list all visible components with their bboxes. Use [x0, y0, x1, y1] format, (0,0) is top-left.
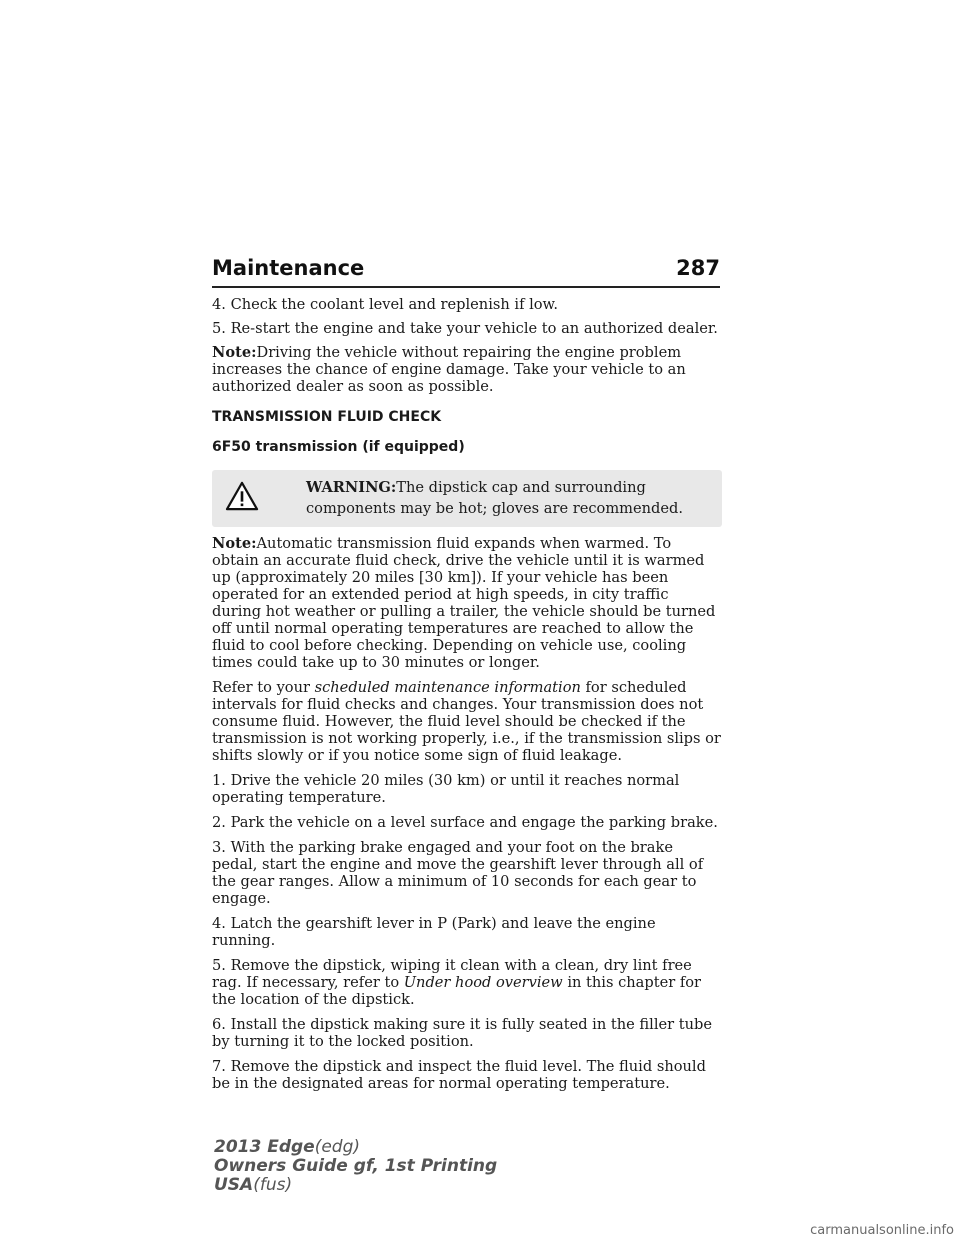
step-5: [212, 957, 722, 1008]
footer-line-3: [214, 1176, 497, 1195]
warning-label: WARNING:: [306, 479, 397, 496]
footer-model-code: (edg): [314, 1137, 361, 1157]
section-title: Maintenance: [212, 256, 365, 280]
step-5-restart: 5. Re-start the engine and take your vehicle to an authorized dealer.: [212, 320, 718, 337]
page-content: [212, 296, 722, 1100]
document-footer: [214, 1138, 497, 1195]
step-4: 4. Latch the gearshift lever in P (Park) and leave the engine running.: [212, 915, 656, 949]
sub-heading: 6F50 transmission (if equipped): [212, 439, 465, 455]
note-text: Automatic transmission fluid expands when warmed. To obtain an accurate fluid check, drive the vehicle until it is warmed up (approximately 20 miles [30 km]). If your vehicle has been operated for an extended period at high speeds, in city traffic during hot weather or pulling a trailer, the vehicle should be turned off until normal operating temperatures are reached to allow the fluid to cool before checking. Depending on vehicle use, cooling times could take up to 30 minutes or longer.: [212, 535, 716, 671]
step-1: 1. Drive the vehicle 20 miles (30 km) or until it reaches normal operating temperature.: [212, 772, 680, 806]
note-label: Note:: [212, 535, 257, 552]
header-divider: [212, 286, 720, 288]
note-fluid-expands: [212, 535, 722, 671]
refer-paragraph: [212, 679, 722, 764]
warning-text: The dipstick cap and surrounding components may be hot; gloves are recommended.: [306, 479, 684, 517]
step-4-coolant: 4. Check the coolant level and replenish if low.: [212, 296, 558, 313]
refer-suffix: for scheduled intervals for fluid checks and changes. Your transmission does not consume fluid. However, the fluid level should be checked if the transmission is not working properly, i.e., if the transmission slips or shifts slowly or if you notice some sign of fluid leakage.: [212, 679, 721, 764]
scheduled-maintenance-link: scheduled maintenance information: [314, 679, 581, 696]
warning-box: [212, 470, 722, 527]
under-hood-overview-link: Under hood overview: [403, 974, 563, 991]
watermark: carmanualsonline.info: [810, 1223, 954, 1238]
step-5-prefix: 5. Remove the dipstick, wiping it clean with a clean, dry lint free rag. If necessary, refer to: [212, 957, 692, 991]
warning-text-block: [306, 477, 714, 519]
note-engine-damage: [212, 344, 722, 395]
step-3: 3. With the parking brake engaged and your foot on the brake pedal, start the engine and move the gearshift lever through all of the gear ranges. Allow a minimum of 10 seconds for each gear to engage.: [212, 839, 704, 907]
warning-triangle-icon: [224, 481, 260, 511]
note-text: Driving the vehicle without repairing the engine problem increases the chance of engine damage. Take your vehicle to an authorized dealer as soon as possible.: [212, 344, 686, 395]
footer-market-code: (fus): [253, 1175, 293, 1195]
refer-prefix: Refer to your: [212, 679, 315, 696]
footer-market: USA: [214, 1175, 254, 1195]
footer-model: 2013 Edge: [214, 1137, 315, 1157]
footer-line-2: Owners Guide gf, 1st Printing: [214, 1156, 498, 1176]
step-7: 7. Remove the dipstick and inspect the fluid level. The fluid should be in the designated areas for normal operating temperature.: [212, 1058, 706, 1092]
page-header: [212, 256, 720, 280]
page-number: 287: [676, 256, 720, 280]
note-label: Note:: [212, 344, 257, 361]
step-6: 6. Install the dipstick making sure it is fully seated in the filler tube by turning it to the locked position.: [212, 1016, 712, 1050]
step-5-suffix: in this chapter for the location of the dipstick.: [212, 974, 701, 1008]
footer-line-1: [214, 1138, 497, 1157]
section-heading: TRANSMISSION FLUID CHECK: [212, 409, 442, 425]
step-2: 2. Park the vehicle on a level surface and engage the parking brake.: [212, 814, 718, 831]
